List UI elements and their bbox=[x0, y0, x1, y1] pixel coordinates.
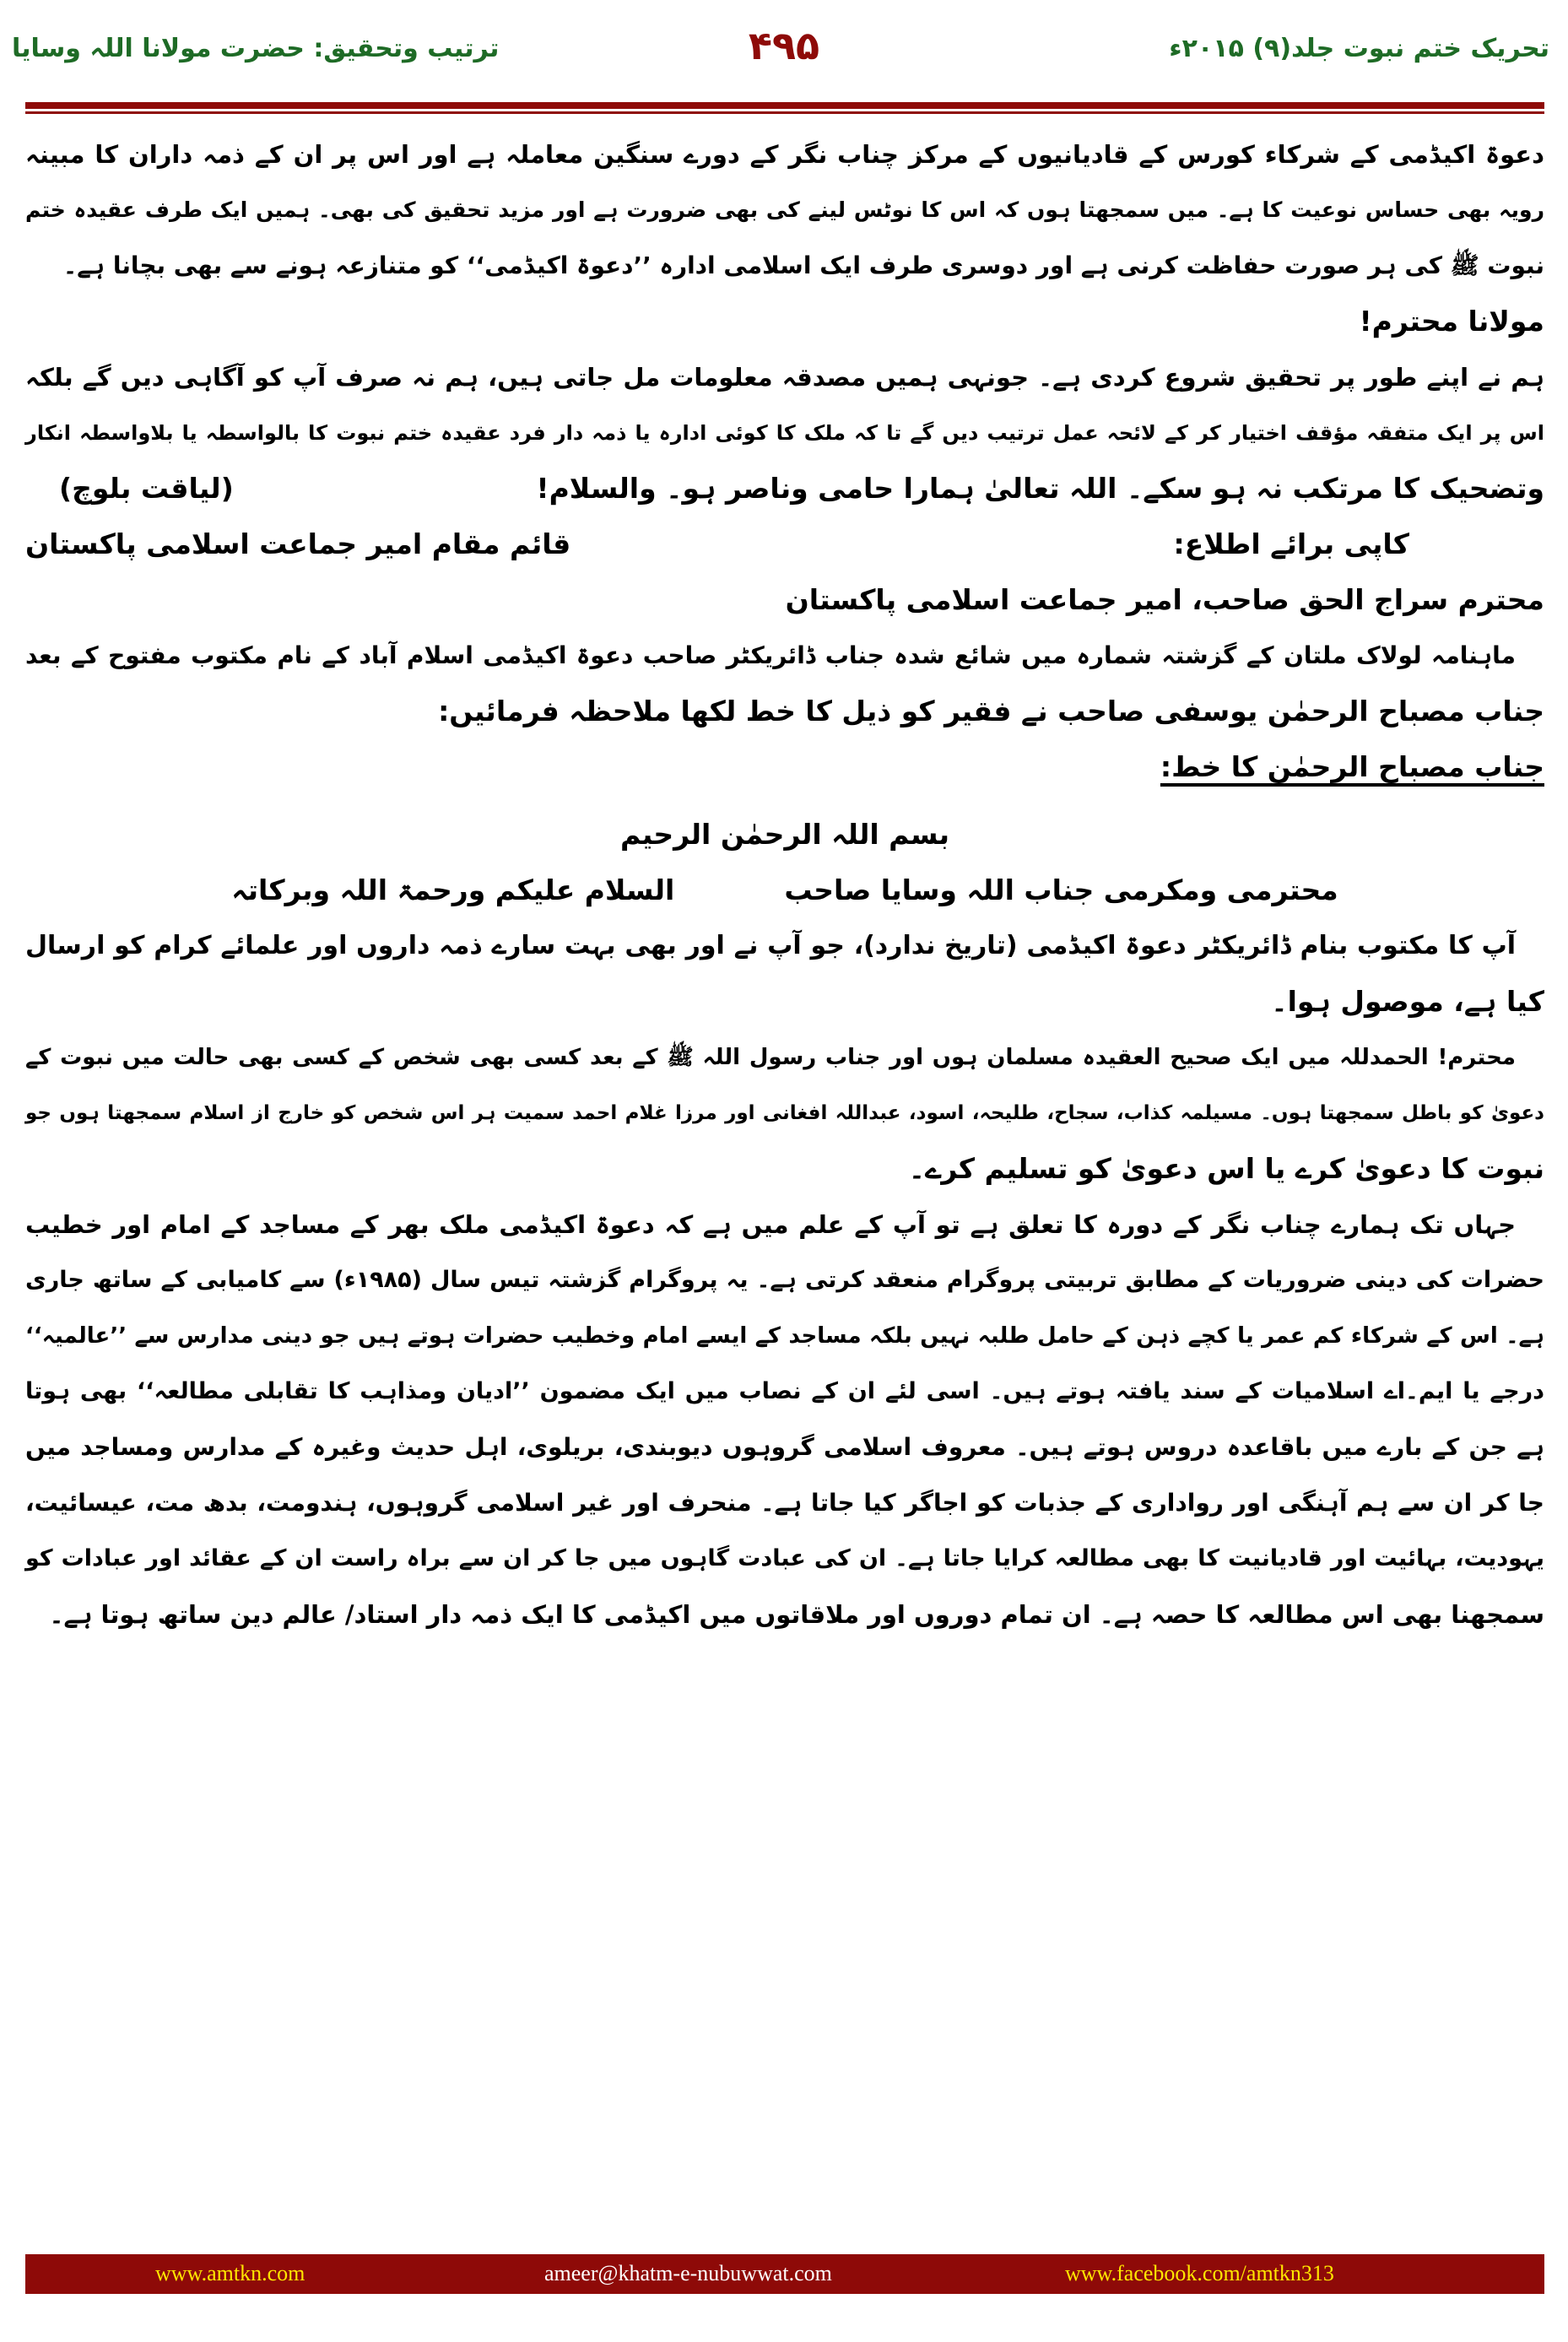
text-line: آپ کا مکتوب بنام ڈائریکٹر دعوۃ اکیڈمی (تاریخ ندارد)، جو آپ نے اور بھی بہت سارے ذمہ داروں اور علمائے کرام کو ارسال bbox=[25, 931, 1516, 960]
signature-title: قائم مقام امیر جماعت اسلامی پاکستان bbox=[25, 527, 571, 560]
salutation-row bbox=[25, 863, 1544, 918]
body-text bbox=[25, 127, 1544, 1642]
text-line: نبوت ﷺ کی ہر صورت حفاظت کرنی ہے اور دوسری طرف ایک اسلامی ادارہ ’’دعوۃ اکیڈمی‘‘ کو متنازعہ ہونے سے بھی بچانا ہے۔ bbox=[62, 252, 1544, 279]
header-rule-thick bbox=[25, 102, 1544, 109]
text-line: کیا ہے، موصول ہوا۔ bbox=[1271, 985, 1544, 1018]
text-line: جناب مصباح الرحمٰن یوسفی صاحب نے فقیر کو ذیل کا خط لکھا ملاحظہ فرمائیں: bbox=[438, 695, 1544, 727]
text-line: دعویٰ کو باطل سمجھتا ہوں۔ مسیلمہ کذاب، سجاح، طلیحہ، اسود، عبداللہ افغانی اور مرزا غلام احمد سمیت ہر اس شخص کو خارج از اسلام سمجھتا ہوں جو bbox=[25, 1102, 1544, 1124]
letter-heading bbox=[25, 739, 1544, 795]
closing-line: وتضحیک کا مرتکب نہ ہو سکے۔ اللہ تعالیٰ ہمارا حامی وناصر ہو۔ والسلام! bbox=[536, 472, 1544, 505]
text-line: ماہنامہ لولاک ملتان کے گزشتہ شمارہ میں شائع شدہ جناب ڈائریکٹر صاحب دعوۃ اکیڈمی اسلام آباد کے نام مکتوب مفتوح کے بعد bbox=[25, 641, 1516, 669]
text-line: درجے یا ایم۔اے اسلامیات کے سند یافتہ ہوتے ہیں۔ اسی لئے ان کے نصاب میں ایک مضمون ’’ادیان ومذاہب کا تقابلی مطالعہ‘‘ بھی ہوتا bbox=[25, 1378, 1544, 1404]
header-series-title: تحریک ختم نبوت جلد(۹) ۲۰۱۵ء bbox=[1169, 34, 1549, 63]
closing-row bbox=[25, 461, 1544, 517]
footer-website-link[interactable]: www.amtkn.com bbox=[155, 2261, 305, 2285]
text-line: دعوۃ اکیڈمی کے شرکاء کورس کے قادیانیوں کے مرکز چناب نگر کے دورے سنگین معاملہ ہے اور اس پر ان کے ذمہ داران کا مبینہ bbox=[25, 140, 1544, 169]
footer-email-link[interactable]: ameer@khatm-e-nubuwwat.com bbox=[544, 2261, 832, 2285]
address-line: مولانا محترم! bbox=[1359, 305, 1544, 338]
footer-bar bbox=[25, 2254, 1544, 2294]
text-line: جا کر ان سے ہم آہنگی اور رواداری کے جذبات کو اجاگر کیا جاتا ہے۔ منحرف اور غیر اسلامی گروہوں، ہندومت، بدھ مت، عیسائیت، bbox=[25, 1489, 1544, 1517]
copy-label: کاپی برائے اطلاع: bbox=[1173, 527, 1409, 560]
salutation-to: محترمی ومکرمی جناب اللہ وسایا صاحب bbox=[784, 874, 1338, 906]
text-line: سمجھنا بھی اس مطالعہ کا حصہ ہے۔ ان تمام دوروں اور ملاقاتوں میں اکیڈمی کا ایک ذمہ دار استاد/ عالم دین ساتھ ہوتا ہے۔ bbox=[49, 1600, 1544, 1629]
copy-row bbox=[25, 517, 1544, 572]
text-line: ہے جن کے بارے میں باقاعدہ دروس ہوتے ہیں۔ معروف اسلامی گروہوں دیوبندی، بریلوی، اہل حدیث وغیرہ کے مدارس ومساجد میں bbox=[25, 1433, 1544, 1461]
text-line: حضرات کی دینی ضروریات کے مطابق تربیتی پروگرام منعقد کرتی ہے۔ یہ پروگرام گزشتہ تیس سال (۱۹۸۵ء) سے کامیابی کے ساتھ جاری bbox=[25, 1267, 1544, 1293]
text-line: ہے۔ اس کے شرکاء کم عمر یا کچے ذہن کے حامل طلبہ نہیں بلکہ مساجد کے ایسے امام وخطیب حضرات ہوتے ہیں جو دینی مدارس سے ’’عالمیہ‘‘ bbox=[25, 1323, 1544, 1349]
letter-heading-text: جناب مصباح الرحمٰن کا خط: bbox=[1160, 750, 1544, 783]
header-rule-thin bbox=[25, 111, 1544, 114]
text-line: جہاں تک ہمارے چناب نگر کے دورہ کا تعلق ہے تو آپ کے علم میں ہے کہ دعوۃ اکیڈمی ملک بھر کے مساجد کے امام اور خطیب bbox=[25, 1210, 1516, 1239]
text-line: اس پر ایک متفقہ مؤقف اختیار کر کے لائحہ عمل ترتیب دیں گے تا کہ ملک کا کوئی ادارہ یا ذمہ دار فرد عقیدہ ختم نبوت کا بالواسطہ یا بلاواسطہ انکار bbox=[25, 421, 1544, 445]
salutation-greeting: السلام علیکم ورحمۃ اللہ وبرکاتہ bbox=[231, 874, 675, 906]
footer-facebook-link[interactable]: www.facebook.com/amtkn313 bbox=[1065, 2261, 1334, 2285]
text-line: رویہ بھی حساس نوعیت کا ہے۔ میں سمجھتا ہوں کہ اس کا نوٹس لینے کی بھی ضرورت ہے اور مزید تحقیق کی بھی۔ ہمیں ایک طرف عقیدہ ختم bbox=[25, 197, 1544, 222]
text-line: ہم نے اپنے طور پر تحقیق شروع کردی ہے۔ جونہی ہمیں مصدقہ معلومات مل جاتی ہیں، ہم نہ صرف آپ کو آگاہی دیں گے بلکہ bbox=[25, 363, 1544, 392]
signature-name: (لیاقت بلوچ) bbox=[59, 472, 234, 505]
bismillah: بسم اللہ الرحمٰن الرحیم bbox=[619, 818, 950, 851]
text-line: محترم! الحمدللہ میں ایک صحیح العقیدہ مسلمان ہوں اور جناب رسول اللہ ﷺ کے بعد کسی بھی شخص کے کسی بھی حالت میں نبوت کے bbox=[25, 1045, 1516, 1070]
text-line: نبوت کا دعویٰ کرے یا اس دعویٰ کو تسلیم کرے۔ bbox=[908, 1152, 1544, 1185]
header-compiler: ترتیب وتحقیق: حضرت مولانا اللہ وسایا bbox=[12, 34, 500, 63]
text-line: یہودیت، بہائیت اور قادیانیت کا بھی مطالعہ کرایا جاتا ہے۔ ان کی عبادت گاہوں میں جا کر ان سے براہ راست ان کے عقائد اور عبادات کو bbox=[25, 1545, 1544, 1571]
copy-recipient: محترم سراج الحق صاحب، امیر جماعت اسلامی پاکستان bbox=[785, 583, 1544, 616]
page-number: ۴۹۵ bbox=[748, 23, 820, 68]
